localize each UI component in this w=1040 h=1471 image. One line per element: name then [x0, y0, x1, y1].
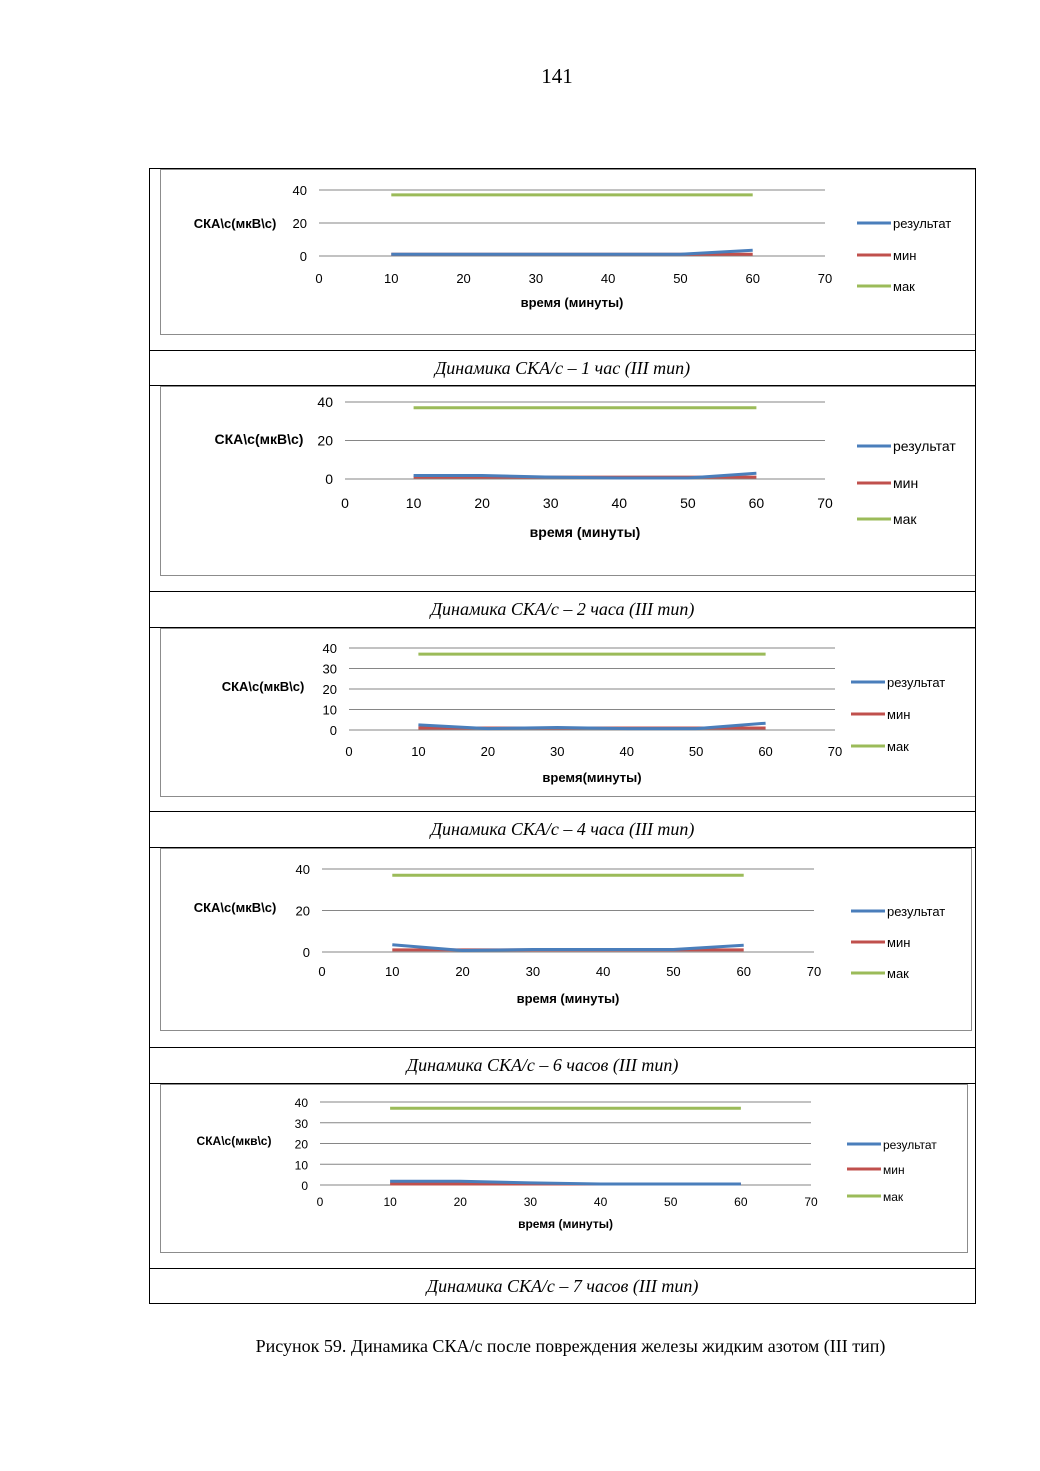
chart-cell-5 [150, 1084, 975, 1268]
chart-5 [161, 1085, 969, 1254]
chart-3 [161, 629, 975, 798]
chart-1 [161, 170, 975, 336]
legend-entry: мак [893, 279, 915, 294]
chart-4 [161, 849, 973, 1032]
x-tick-label: 10 [385, 964, 400, 979]
y-tick-label: 0 [325, 471, 333, 487]
legend-entry: результат [887, 675, 946, 690]
x-tick-label: 50 [680, 495, 696, 511]
chart-cell-4 [150, 848, 975, 1047]
x-axis-label: время (минуты) [518, 1217, 613, 1231]
y-tick-label: 40 [322, 641, 337, 656]
chart-2 [161, 387, 975, 577]
chart-cell-1 [150, 169, 975, 350]
chart-frame-2 [160, 386, 975, 576]
x-tick-label: 30 [542, 495, 559, 511]
y-tick-label: 20 [322, 682, 337, 697]
legend-entry: мин [887, 935, 911, 950]
legend-entry: результат [883, 1138, 937, 1152]
chart-cell-3 [150, 628, 975, 811]
y-axis-label: СКА\с(мкВ\с) [193, 216, 277, 231]
legend-entry: мак [883, 1190, 904, 1204]
chart-caption-5-text: Динамика СКА/с – 7 часов (III тип) [426, 1276, 699, 1296]
x-tick-label: 20 [453, 1195, 467, 1209]
x-tick-label: 70 [827, 744, 843, 759]
x-tick-label: 20 [474, 495, 490, 511]
x-tick-label: 70 [806, 964, 822, 979]
x-tick-label: 60 [736, 964, 751, 979]
x-tick-label: 50 [688, 744, 704, 759]
y-tick-label: 20 [317, 432, 333, 449]
y-tick-label: 0 [299, 249, 307, 264]
x-tick-label: 50 [664, 1195, 678, 1209]
chart-caption-4 [150, 1047, 975, 1084]
x-axis-label: время(минуты) [542, 770, 642, 785]
y-tick-label: 30 [294, 1116, 308, 1131]
x-tick-label: 70 [804, 1195, 818, 1209]
y-axis-label: СКА\с(мкВ\с) [214, 431, 304, 447]
y-axis-label: СКА\с(мкВ\с) [221, 679, 305, 694]
chart-caption-2-text: Динамика СКА/с – 2 часа (III тип) [430, 599, 695, 619]
x-tick-label: 20 [480, 744, 496, 759]
y-tick-label: 20 [292, 216, 307, 231]
legend-entry: мин [887, 707, 911, 722]
y-tick-label: 20 [294, 1137, 308, 1152]
x-tick-label: 10 [411, 744, 426, 759]
chart-caption-2 [150, 591, 975, 628]
x-tick-label: 70 [817, 271, 833, 286]
series-line-result [391, 250, 752, 254]
y-tick-label: 30 [322, 661, 337, 677]
chart-cell-2 [150, 386, 975, 591]
series-line-result [392, 945, 743, 951]
x-tick-label: 20 [455, 964, 470, 979]
chart-caption-5 [150, 1268, 975, 1305]
x-tick-label: 60 [745, 271, 760, 286]
legend-entry: результат [893, 216, 952, 231]
x-axis-label: время (минуты) [529, 524, 641, 540]
x-tick-label: 30 [523, 1195, 538, 1209]
page-number: 141 [541, 64, 573, 88]
x-tick-label: 50 [666, 964, 681, 979]
legend-entry: результат [893, 438, 956, 454]
y-tick-label: 20 [295, 903, 310, 919]
x-tick-label: 10 [384, 271, 399, 286]
x-tick-label: 60 [748, 495, 765, 511]
x-tick-label: 30 [525, 964, 541, 979]
chart-caption-3 [150, 811, 975, 848]
legend-entry: мак [887, 966, 909, 981]
chart-frame-1 [160, 169, 975, 335]
chart-frame-3 [160, 628, 975, 797]
y-tick-label: 0 [329, 723, 337, 738]
y-axis-label: СКА\с(мкв\с) [196, 1134, 272, 1148]
x-tick-label: 0 [315, 271, 323, 286]
x-tick-label: 0 [316, 1195, 324, 1209]
x-tick-label: 0 [345, 744, 353, 759]
y-tick-label: 40 [294, 1096, 308, 1110]
legend-entry: мак [893, 511, 917, 527]
chart-frame-4 [160, 848, 972, 1031]
x-tick-label: 40 [611, 495, 628, 511]
figure-caption: Рисунок 59. Динамика СКА/с после повреждения железы жидким азотом (III тип) [255, 1336, 886, 1356]
x-tick-label: 60 [758, 744, 773, 759]
x-tick-label: 50 [673, 271, 688, 286]
x-tick-label: 20 [456, 271, 471, 286]
chart-caption-4-text: Динамика СКА/с – 6 часов (III тип) [406, 1055, 679, 1075]
legend-entry: мин [893, 248, 917, 263]
y-tick-label: 10 [322, 702, 337, 718]
y-tick-label: 40 [292, 183, 307, 198]
y-tick-label: 40 [295, 862, 310, 877]
y-tick-label: 0 [301, 1179, 308, 1193]
chart-frame-5 [160, 1084, 968, 1253]
chart-caption-3-text: Динамика СКА/с – 4 часа (III тип) [430, 819, 695, 839]
legend-entry: мин [893, 475, 919, 491]
x-axis-label: время (минуты) [520, 295, 624, 310]
x-tick-label: 30 [528, 271, 544, 286]
y-tick-label: 40 [317, 394, 333, 410]
chart-caption-1-text: Динамика СКА/с – 1 час (III тип) [434, 358, 691, 378]
series-line-result [418, 723, 765, 728]
x-tick-label: 40 [595, 964, 611, 979]
x-axis-label: время (минуты) [516, 991, 620, 1006]
x-tick-label: 30 [550, 744, 565, 759]
legend-entry: мин [883, 1163, 905, 1177]
y-tick-label: 10 [294, 1158, 308, 1173]
x-tick-label: 0 [341, 495, 349, 511]
x-tick-label: 60 [734, 1195, 748, 1209]
x-tick-label: 40 [619, 744, 634, 759]
legend-entry: мак [887, 739, 909, 754]
x-tick-label: 10 [383, 1195, 397, 1209]
y-axis-label: СКА\с(мкВ\с) [193, 900, 277, 915]
figure-table [149, 168, 976, 1304]
x-tick-label: 0 [318, 964, 326, 979]
x-tick-label: 40 [600, 271, 616, 286]
chart-caption-1 [150, 350, 975, 386]
x-tick-label: 40 [593, 1195, 608, 1209]
y-tick-label: 0 [302, 945, 310, 960]
legend-entry: результат [887, 904, 946, 919]
x-tick-label: 70 [817, 495, 833, 511]
x-tick-label: 10 [405, 495, 422, 511]
